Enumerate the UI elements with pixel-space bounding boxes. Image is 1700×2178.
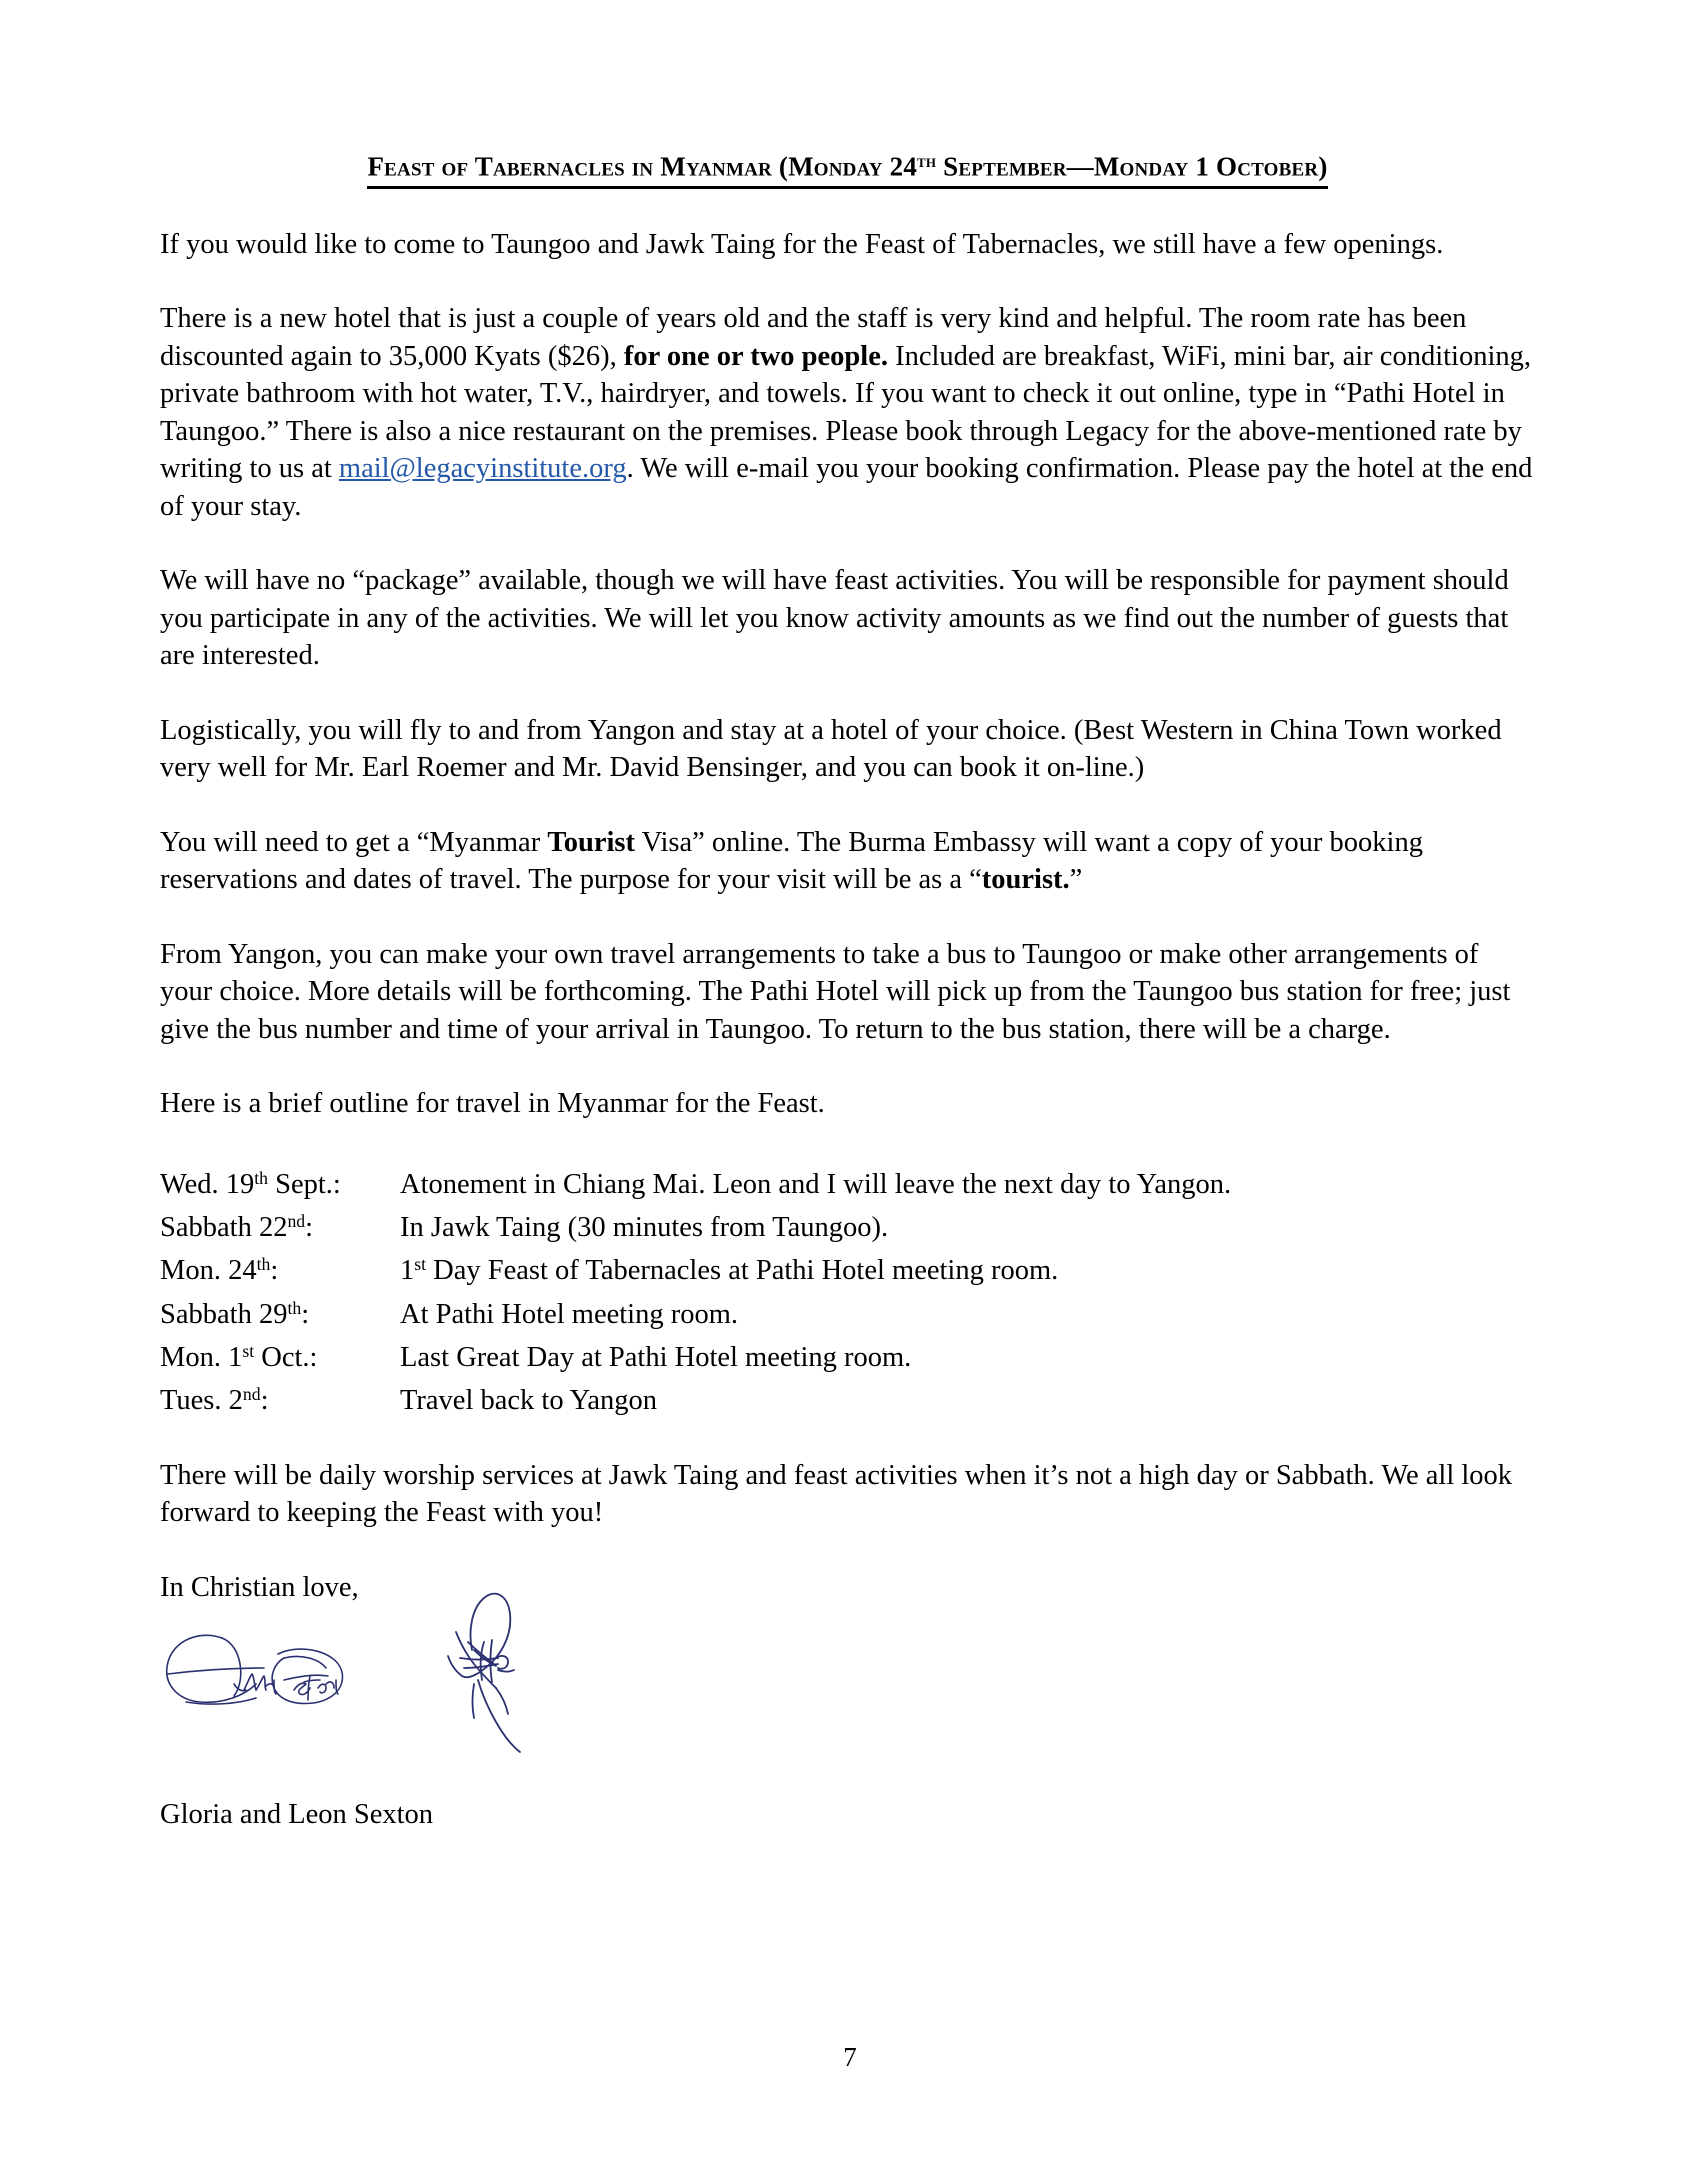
itinerary-date-pre: Wed. 19	[160, 1168, 255, 1200]
itinerary-date-pre: Mon. 24	[160, 1255, 257, 1287]
itinerary-date	[160, 1333, 400, 1376]
itinerary-description-pre: At Pathi Hotel meeting room.	[400, 1298, 738, 1330]
itinerary-date	[160, 1246, 400, 1289]
spacer	[160, 899, 1535, 936]
signatory-names: Gloria and Leon Sexton	[160, 1799, 434, 1831]
itinerary-description-post: Day Feast of Tabernacles at Pathi Hotel meeting room.	[426, 1255, 1059, 1287]
itinerary-date-post: Oct.:	[254, 1341, 318, 1373]
closing-salutation: In Christian love,	[160, 1571, 359, 1603]
itinerary-date-ordinal: th	[256, 1254, 271, 1275]
itinerary-date-pre: Tues. 2	[160, 1385, 243, 1417]
visa-text-part-1: You will need to get a “Myanmar	[160, 826, 548, 858]
hotel-rate-emphasis: for one or two people.	[623, 340, 888, 372]
page-title-text-after: September—Monday 1 October)	[936, 151, 1328, 182]
itinerary-date-ordinal: nd	[242, 1384, 261, 1405]
itinerary-date-pre: Sabbath 29	[160, 1298, 288, 1330]
spacer	[160, 263, 1535, 300]
itinerary-date-post: :	[270, 1255, 279, 1287]
itinerary-date-post: Sept.:	[268, 1168, 341, 1200]
itinerary-description	[400, 1333, 911, 1376]
spacer	[160, 787, 1535, 824]
spacer	[160, 1532, 1535, 1569]
email-link[interactable]: mail@legacyinstitute.org	[338, 453, 627, 485]
itinerary-date	[160, 1203, 400, 1246]
itinerary-row	[160, 1246, 1535, 1289]
itinerary-date-pre: Mon. 1	[160, 1341, 243, 1373]
gloria-sexton-signature	[160, 1614, 410, 1734]
itinerary-row	[160, 1203, 1535, 1246]
paragraph-closing: There will be daily worship services at Jawk Taing and feast activities when it’s not a high day or Sabbath. We all look forward to keeping the Feast with you!	[160, 1459, 1513, 1529]
itinerary-date-pre: Sabbath 22	[160, 1211, 288, 1243]
hotel-text-part-1: There is a new hotel that is just a couple of years old and the staff is very kind and helpful. The room rate has been discounted again to 35,000 Kyats ($26),	[160, 303, 1467, 372]
itinerary-date	[160, 1376, 400, 1419]
itinerary-date	[160, 1160, 400, 1203]
document-body	[160, 150, 1535, 1834]
itinerary-date-post: :	[301, 1298, 310, 1330]
paragraph-visa	[160, 824, 1535, 899]
itinerary-list	[160, 1160, 1535, 1420]
page-title-text-before: Feast of Tabernacles in Myanmar (Monday 24	[367, 151, 918, 182]
signature-area	[160, 1606, 1535, 1796]
itinerary-row	[160, 1160, 1535, 1203]
itinerary-row	[160, 1376, 1535, 1419]
itinerary-date-ordinal: th	[287, 1297, 302, 1318]
itinerary-description-pre: In Jawk Taing (30 minutes from Taungoo).	[400, 1211, 889, 1243]
spacer	[160, 1420, 1535, 1457]
visa-emphasis-tourist-2: tourist.	[981, 864, 1070, 896]
itinerary-description	[400, 1246, 1058, 1289]
paragraph-logistics: Logistically, you will fly to and from Yangon and stay at a hotel of your choice. (Best Western in China Town worked very well for Mr. Earl Roemer and Mr. David Bensinger, and you can book it on-line.)	[160, 714, 1502, 784]
visa-text-part-3: ”	[1069, 864, 1083, 896]
page-title-superscript: th	[917, 151, 937, 171]
itinerary-description-ordinal: st	[414, 1254, 427, 1275]
spacer	[160, 525, 1535, 562]
paragraph-bus-travel: From Yangon, you can make your own travel arrangements to take a bus to Taungoo or make other arrangements of your choice. More details will be forthcoming. The Pathi Hotel will pick up from the Taungoo bus station for free; just give the bus number and time of your arrival in Taungoo. To return to the bus station, there will be a charge.	[160, 938, 1511, 1045]
itinerary-date-post: :	[260, 1385, 269, 1417]
paragraph-hotel	[160, 300, 1535, 525]
spacer	[160, 675, 1535, 712]
itinerary-description	[400, 1160, 1231, 1203]
itinerary-description-pre: Travel back to Yangon	[400, 1385, 658, 1417]
leon-sexton-signature	[410, 1584, 610, 1764]
itinerary-date-ordinal: th	[254, 1167, 269, 1188]
visa-text-part-2: Visa” online. The Burma Embassy will want a copy of your booking reservations and dates of travel. The purpose for your visit will be as a “	[160, 826, 1423, 896]
paragraph-package: We will have no “package” available, though we will have feast activities. You will be responsible for payment should you participate in any of the activities. We will let you know activity amounts as we find out the number of guests that are interested.	[160, 565, 1509, 672]
paragraph-openings: If you would like to come to Taungoo and Jawk Taing for the Feast of Tabernacles, we still have a few openings.	[160, 228, 1444, 260]
spacer	[160, 1048, 1535, 1085]
itinerary-date	[160, 1290, 400, 1333]
itinerary-description-pre: Atonement in Chiang Mai. Leon and I will leave the next day to Yangon.	[400, 1168, 1232, 1200]
page-title	[160, 150, 1535, 189]
itinerary-row	[160, 1290, 1535, 1333]
itinerary-description-pre: 1	[400, 1255, 415, 1287]
page-title-underline	[367, 150, 1327, 189]
visa-emphasis-tourist: Tourist	[547, 826, 635, 858]
spacer	[160, 189, 1535, 226]
page-number: 7	[843, 2042, 857, 2072]
itinerary-description	[400, 1203, 888, 1246]
hotel-text-part-2: Included are breakfast, WiFi, mini bar, air conditioning, private bathroom with hot water, T.V., hairdryer, and towels. If you want to check it out online, type in “Pathi Hotel in Taungoo.” There is also a nice restaurant on the premises. Please book through Legacy for the above-mentioned rate by writing to us at	[160, 340, 1531, 485]
itinerary-date-ordinal: nd	[287, 1210, 306, 1231]
hotel-text-part-3: . We will e-mail you your booking confirmation. Please pay the hotel at the end of your stay.	[160, 453, 1533, 522]
itinerary-row	[160, 1333, 1535, 1376]
itinerary-date-ordinal: st	[242, 1340, 255, 1361]
itinerary-date-post: :	[305, 1211, 314, 1243]
itinerary-description	[400, 1290, 738, 1333]
paragraph-outline-intro: Here is a brief outline for travel in Myanmar for the Feast.	[160, 1088, 825, 1120]
itinerary-description	[400, 1376, 657, 1419]
spacer	[160, 1123, 1535, 1160]
itinerary-description-pre: Last Great Day at Pathi Hotel meeting room.	[400, 1341, 912, 1373]
